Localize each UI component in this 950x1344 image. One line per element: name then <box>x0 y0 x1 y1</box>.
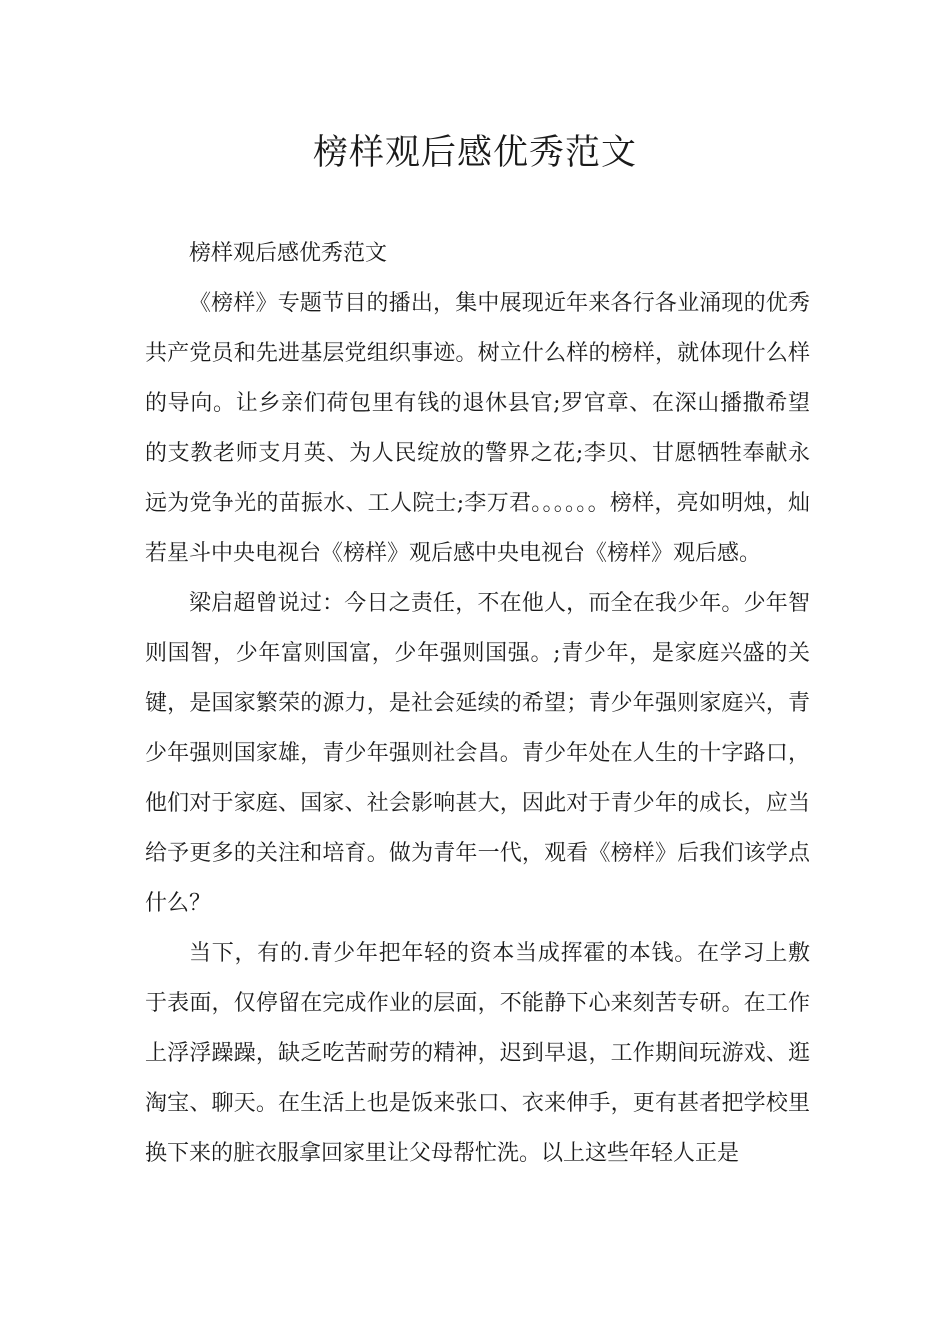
paragraph: 《榜样》专题节目的播出，集中展现近年来各行各业涌现的优秀共产党员和先进基层党组织事迹。树立什么样的榜样，就体现什么样的导向。让乡亲们荷包里有钱的退休县官;罗官章、在深山播撒希望的支教老师支月英、为人民绽放的警界之花;李贝、甘愿牺牲奉献永远为党争光的苗振水、工人院士;李万君。。。。。。榜样，亮如明烛，灿若星斗中央电视台《榜样》观后感中央电视台《榜样》观后感。 <box>145 291 810 566</box>
paragraph-subtitle: 榜样观后感优秀范文 <box>189 241 388 266</box>
paragraph: 梁启超曾说过：今日之责任，不在他人，而全在我少年。少年智则国智，少年富则国富，少年强则国强。;青少年，是家庭兴盛的关键，是国家繁荣的源力，是社会延续的希望；青少年强则家庭兴，青少年强则国家雄，青少年强则社会昌。青少年处在人生的十字路口，他们对于家庭、国家、社会影响甚大，因此对于青少年的成长，应当给予更多的关注和培育。做为青年一代，观看《榜样》后我们该学点什么？ <box>145 591 810 916</box>
paragraph: 当下，有的.青少年把年轻的资本当成挥霍的本钱。在学习上敷于表面，仅停留在完成作业的层面，不能静下心来刻苦专研。在工作上浮浮躁躁，缺乏吃苦耐劳的精神，迟到早退，工作期间玩游戏、逛淘宝、聊天。在生活上也是饭来张口、衣来伸手，更有甚者把学校里换下来的脏衣服拿回家里让父母帮忙洗。以上这些年轻人正是 <box>145 941 810 1166</box>
document-title: 榜样观后感优秀范文 <box>312 133 637 173</box>
document-body <box>145 229 810 1179</box>
